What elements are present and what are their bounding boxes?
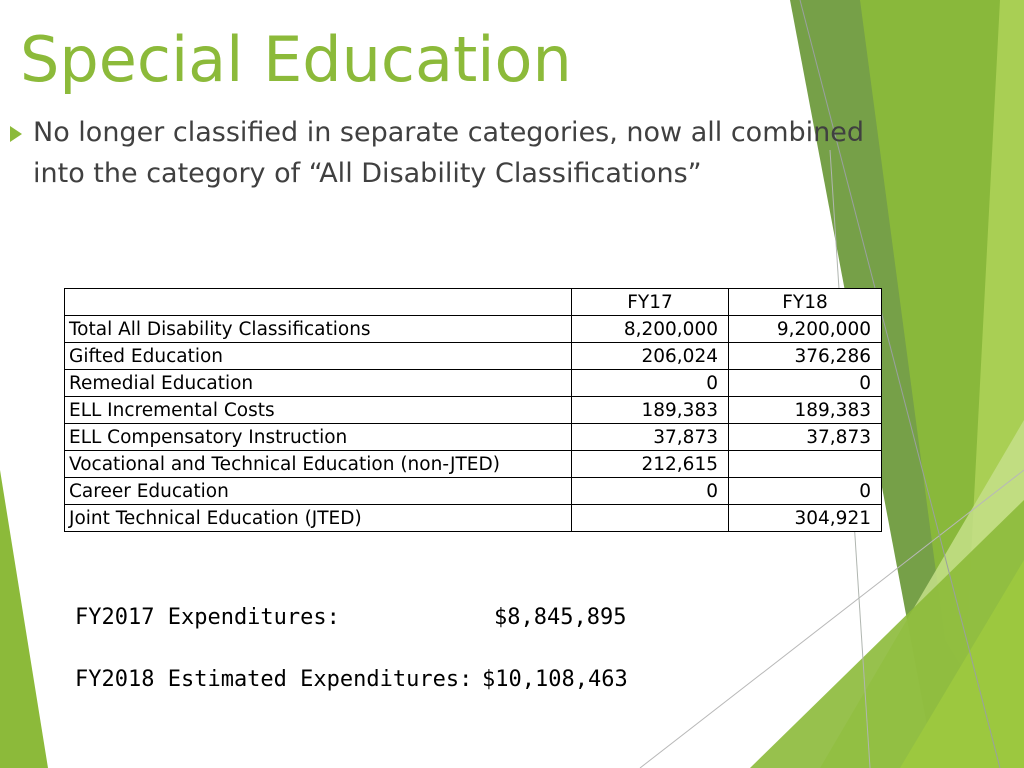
row-fy18: 0 xyxy=(729,370,882,397)
row-label: Joint Technical Education (JTED) xyxy=(65,505,572,532)
row-label: Remedial Education xyxy=(65,370,572,397)
row-label: Gifted Education xyxy=(65,343,572,370)
facet-left-bottom xyxy=(0,470,48,768)
row-label: ELL Compensatory Instruction xyxy=(65,424,572,451)
page-title: Special Education xyxy=(20,23,572,96)
row-label: ELL Incremental Costs xyxy=(65,397,572,424)
row-fy17: 8,200,000 xyxy=(572,316,729,343)
row-fy17: 0 xyxy=(572,370,729,397)
row-fy18: 9,200,000 xyxy=(729,316,882,343)
row-label: Total All Disability Classifications xyxy=(65,316,572,343)
row-fy17: 189,383 xyxy=(572,397,729,424)
table-row xyxy=(65,424,882,451)
fy2017-label: FY2017 Expenditures: xyxy=(75,605,340,630)
header-fy18: FY18 xyxy=(729,289,882,316)
row-fy18 xyxy=(729,451,882,478)
table-row xyxy=(65,505,882,532)
row-fy18: 189,383 xyxy=(729,397,882,424)
table-row xyxy=(65,397,882,424)
fy2017-value: $8,845,895 xyxy=(494,605,627,630)
row-fy18: 376,286 xyxy=(729,343,882,370)
expenditure-table xyxy=(64,288,882,532)
table-row xyxy=(65,478,882,505)
row-fy17: 206,024 xyxy=(572,343,729,370)
row-label: Career Education xyxy=(65,478,572,505)
row-fy17: 212,615 xyxy=(572,451,729,478)
row-fy18: 304,921 xyxy=(729,505,882,532)
header-fy17: FY17 xyxy=(572,289,729,316)
table-header-row xyxy=(65,289,882,316)
row-fy17: 0 xyxy=(572,478,729,505)
table-row xyxy=(65,451,882,478)
row-fy18: 37,873 xyxy=(729,424,882,451)
subtitle-bullet: No longer classified in separate categories, now all combined into the category of “All Disability Classifications” xyxy=(33,117,865,189)
row-fy17: 37,873 xyxy=(572,424,729,451)
row-fy18: 0 xyxy=(729,478,882,505)
row-fy17 xyxy=(572,505,729,532)
fy2018-label: FY2018 Estimated Expenditures: xyxy=(75,667,473,692)
fy2018-value: $10,108,463 xyxy=(482,667,628,692)
table-row xyxy=(65,370,882,397)
header-label xyxy=(65,289,572,316)
table-row xyxy=(65,343,882,370)
bullet-arrow-icon xyxy=(10,126,22,142)
row-label: Vocational and Technical Education (non-JTED) xyxy=(65,451,572,478)
table-row xyxy=(65,316,882,343)
